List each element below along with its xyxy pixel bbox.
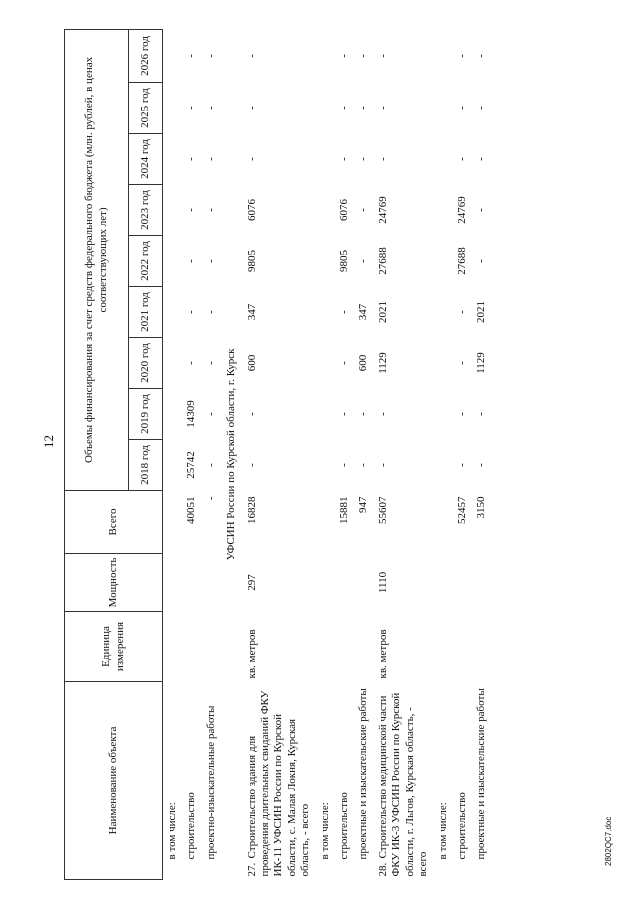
object-name-cell	[182, 682, 201, 880]
table-body	[163, 29, 492, 879]
year-value-cell: 9805	[338, 250, 351, 272]
year-value-cell: -	[357, 463, 370, 467]
year-value-cell	[163, 236, 183, 287]
year-value-cell: 24769	[376, 196, 389, 224]
year-value-cell: 25742	[185, 451, 198, 479]
year-value-cell: -	[357, 106, 370, 110]
year-value-cell: 347	[245, 303, 258, 321]
year-value-cell	[163, 389, 183, 440]
header-year: 2026 год	[129, 29, 163, 82]
header-capacity: Мощность	[65, 554, 163, 612]
year-value-cell: -	[338, 157, 351, 161]
year-value-cell: 600	[245, 354, 258, 372]
total-cell: 40051	[185, 496, 198, 524]
total-cell: 16828	[245, 496, 258, 524]
year-value-cell: 1129	[475, 352, 488, 374]
year-value-cell: 1129	[376, 352, 389, 374]
object-name: в том числе:	[318, 802, 331, 860]
year-value-cell: -	[475, 106, 488, 110]
table-row	[163, 29, 183, 879]
year-value-cell: -	[204, 361, 217, 365]
year-value-cell: -	[204, 310, 217, 314]
unit-cell: кв. метров	[245, 629, 258, 679]
table-row	[335, 29, 354, 879]
total-cell: 55607	[376, 496, 389, 524]
header-year: 2021 год	[129, 287, 163, 338]
capacity-cell: 1110	[376, 571, 389, 594]
year-value-cell: -	[455, 361, 468, 365]
header-year: 2024 год	[129, 134, 163, 185]
year-value-cell: -	[376, 463, 389, 467]
header-name: Наименование объекта	[65, 682, 163, 880]
section-title: УФСИН России по Курской области, г. Курск	[225, 348, 238, 561]
capacity-cell	[434, 554, 453, 612]
object-name-cell	[243, 682, 316, 880]
year-value-cell: 347	[357, 303, 370, 321]
year-value-cell: -	[185, 208, 198, 212]
header-year: 2022 год	[129, 236, 163, 287]
year-value-cell	[163, 134, 183, 185]
year-value-cell	[434, 389, 453, 440]
object-name-cell	[374, 682, 434, 880]
row-number: 27.	[245, 862, 258, 877]
year-value-cell: -	[376, 106, 389, 110]
table-row	[354, 29, 373, 879]
year-value-cell: 14309	[185, 400, 198, 428]
capacity-cell	[202, 554, 221, 612]
object-name-cell	[316, 682, 335, 880]
year-value-cell: -	[204, 157, 217, 161]
object-name: проектные и изыскательские работы	[357, 688, 370, 860]
year-value-cell: -	[455, 157, 468, 161]
total-cell: -	[204, 496, 217, 501]
year-value-cell: -	[245, 54, 258, 58]
year-value-cell	[434, 29, 453, 82]
year-value-cell: -	[455, 463, 468, 467]
table-row	[202, 29, 221, 879]
year-value-cell	[163, 29, 183, 82]
year-value-cell: -	[338, 463, 351, 467]
year-value-cell: 24769	[455, 196, 468, 224]
year-value-cell	[316, 29, 335, 82]
object-name: строительство	[185, 792, 198, 860]
unit-cell	[453, 612, 472, 682]
year-value-cell	[434, 83, 453, 134]
year-value-cell: -	[204, 106, 217, 110]
year-value-cell	[434, 287, 453, 338]
year-value-cell: -	[376, 54, 389, 58]
year-value-cell: -	[245, 463, 258, 467]
year-value-cell	[434, 236, 453, 287]
unit-cell: кв. метров	[376, 629, 389, 679]
row-number: 28.	[376, 862, 389, 877]
header-year: 2023 год	[129, 185, 163, 236]
year-value-cell: -	[245, 412, 258, 416]
year-value-cell	[163, 338, 183, 389]
year-value-cell	[316, 236, 335, 287]
header-funding: Объемы финансирования за счет средств федерального бюджета (млн. рублей, в ценах соответствующих лет)	[65, 29, 129, 490]
year-value-cell: 2021	[376, 301, 389, 323]
rotated-table-container	[64, 30, 584, 880]
table-row	[472, 29, 491, 879]
year-value-cell: -	[455, 412, 468, 416]
year-value-cell: -	[204, 463, 217, 467]
year-value-cell: 6076	[338, 199, 351, 221]
unit-cell	[316, 612, 335, 682]
header-total: Всего	[65, 491, 163, 554]
year-value-cell: -	[245, 157, 258, 161]
year-value-cell: -	[204, 208, 217, 212]
capacity-cell	[335, 554, 354, 612]
table-row	[453, 29, 472, 879]
object-name: Строительство здания для проведения длительных свиданий ФКУ ИК-11 УФСИН России по Курской области, с. Малая Локня, Курская область, - всего	[245, 690, 312, 877]
object-name: проектные и изыскательские работы	[475, 688, 488, 860]
object-name-cell	[472, 682, 491, 880]
header-unit: Единица измерения	[65, 612, 163, 682]
year-value-cell	[316, 287, 335, 338]
capacity-cell	[182, 554, 201, 612]
year-value-cell: -	[204, 259, 217, 263]
total-cell	[316, 491, 335, 554]
year-value-cell	[434, 134, 453, 185]
unit-cell	[335, 612, 354, 682]
object-name: в том числе:	[436, 802, 449, 860]
year-value-cell: -	[185, 106, 198, 110]
year-value-cell: -	[338, 54, 351, 58]
table-row	[434, 29, 453, 879]
year-value-cell	[316, 440, 335, 491]
object-name-cell	[434, 682, 453, 880]
unit-cell	[182, 612, 201, 682]
object-name-cell	[453, 682, 472, 880]
year-value-cell: -	[357, 208, 370, 212]
year-value-cell: -	[455, 106, 468, 110]
year-value-cell: -	[204, 412, 217, 416]
object-name-cell	[354, 682, 373, 880]
year-value-cell: 600	[357, 354, 370, 372]
object-name: проектно-изыскательные работы	[204, 705, 217, 860]
total-cell: 52457	[455, 496, 468, 524]
header-year: 2019 год	[129, 389, 163, 440]
header-year: 2020 год	[129, 338, 163, 389]
capacity-cell	[163, 554, 183, 612]
total-cell: 15881	[338, 496, 351, 524]
capacity-cell	[354, 554, 373, 612]
year-value-cell: -	[357, 412, 370, 416]
year-value-cell: -	[475, 463, 488, 467]
year-value-cell	[316, 83, 335, 134]
unit-cell	[354, 612, 373, 682]
year-value-cell: -	[455, 310, 468, 314]
year-value-cell: -	[338, 412, 351, 416]
year-value-cell	[316, 389, 335, 440]
table-row	[316, 29, 335, 879]
year-value-cell	[434, 440, 453, 491]
capacity-cell: 297	[245, 574, 258, 591]
object-name: строительство	[455, 792, 468, 860]
year-value-cell: -	[338, 106, 351, 110]
table-row	[182, 29, 201, 879]
year-value-cell: 27688	[455, 247, 468, 275]
total-cell: 947	[357, 496, 370, 513]
total-cell: 3150	[475, 496, 488, 519]
section-row	[221, 29, 242, 879]
year-value-cell: -	[204, 54, 217, 58]
year-value-cell: 2021	[475, 301, 488, 323]
capacity-cell	[453, 554, 472, 612]
unit-cell	[472, 612, 491, 682]
year-value-cell: 9805	[245, 250, 258, 272]
capacity-cell	[316, 554, 335, 612]
object-name: строительство	[338, 792, 351, 860]
year-value-cell	[163, 440, 183, 491]
table-row	[374, 29, 434, 879]
header-year: 2018 год	[129, 440, 163, 491]
year-value-cell: -	[475, 259, 488, 263]
footer-file-code: 2802QC7.doc	[604, 816, 613, 866]
year-value-cell	[434, 338, 453, 389]
year-value-cell: -	[357, 157, 370, 161]
year-value-cell: -	[245, 106, 258, 110]
year-value-cell: -	[185, 259, 198, 263]
unit-cell	[434, 612, 453, 682]
year-value-cell: -	[357, 259, 370, 263]
year-value-cell: -	[185, 54, 198, 58]
total-cell	[163, 491, 183, 554]
year-value-cell: -	[376, 412, 389, 416]
year-value-cell: -	[475, 208, 488, 212]
year-value-cell: -	[376, 157, 389, 161]
table-row	[243, 29, 316, 879]
total-cell	[434, 491, 453, 554]
page-number: 12	[41, 435, 56, 448]
header-year: 2025 год	[129, 83, 163, 134]
year-value-cell: -	[185, 361, 198, 365]
funding-table	[64, 29, 492, 880]
year-value-cell	[316, 338, 335, 389]
unit-cell	[202, 612, 221, 682]
year-value-cell	[316, 134, 335, 185]
year-value-cell: -	[475, 412, 488, 416]
unit-cell	[163, 612, 183, 682]
object-name-cell	[202, 682, 221, 880]
year-value-cell: -	[185, 157, 198, 161]
year-value-cell: -	[338, 310, 351, 314]
capacity-cell	[472, 554, 491, 612]
year-value-cell: -	[338, 361, 351, 365]
year-value-cell: -	[475, 157, 488, 161]
object-name-cell	[335, 682, 354, 880]
year-value-cell	[163, 185, 183, 236]
year-value-cell: -	[357, 54, 370, 58]
object-name: в том числе:	[166, 802, 178, 860]
object-name: Строительство медицинской части ФКУ ИК-3 УФСИН России по Курской области, г. Льгов, Курская область, - всего	[376, 692, 430, 877]
year-value-cell	[163, 83, 183, 134]
object-name-cell	[163, 682, 183, 880]
year-value-cell: -	[455, 54, 468, 58]
year-value-cell: -	[185, 310, 198, 314]
year-value-cell: 27688	[376, 247, 389, 275]
table-header	[65, 29, 163, 879]
year-value-cell	[163, 287, 183, 338]
year-value-cell	[434, 185, 453, 236]
year-value-cell: 6076	[245, 199, 258, 221]
year-value-cell	[316, 185, 335, 236]
year-value-cell: -	[475, 54, 488, 58]
